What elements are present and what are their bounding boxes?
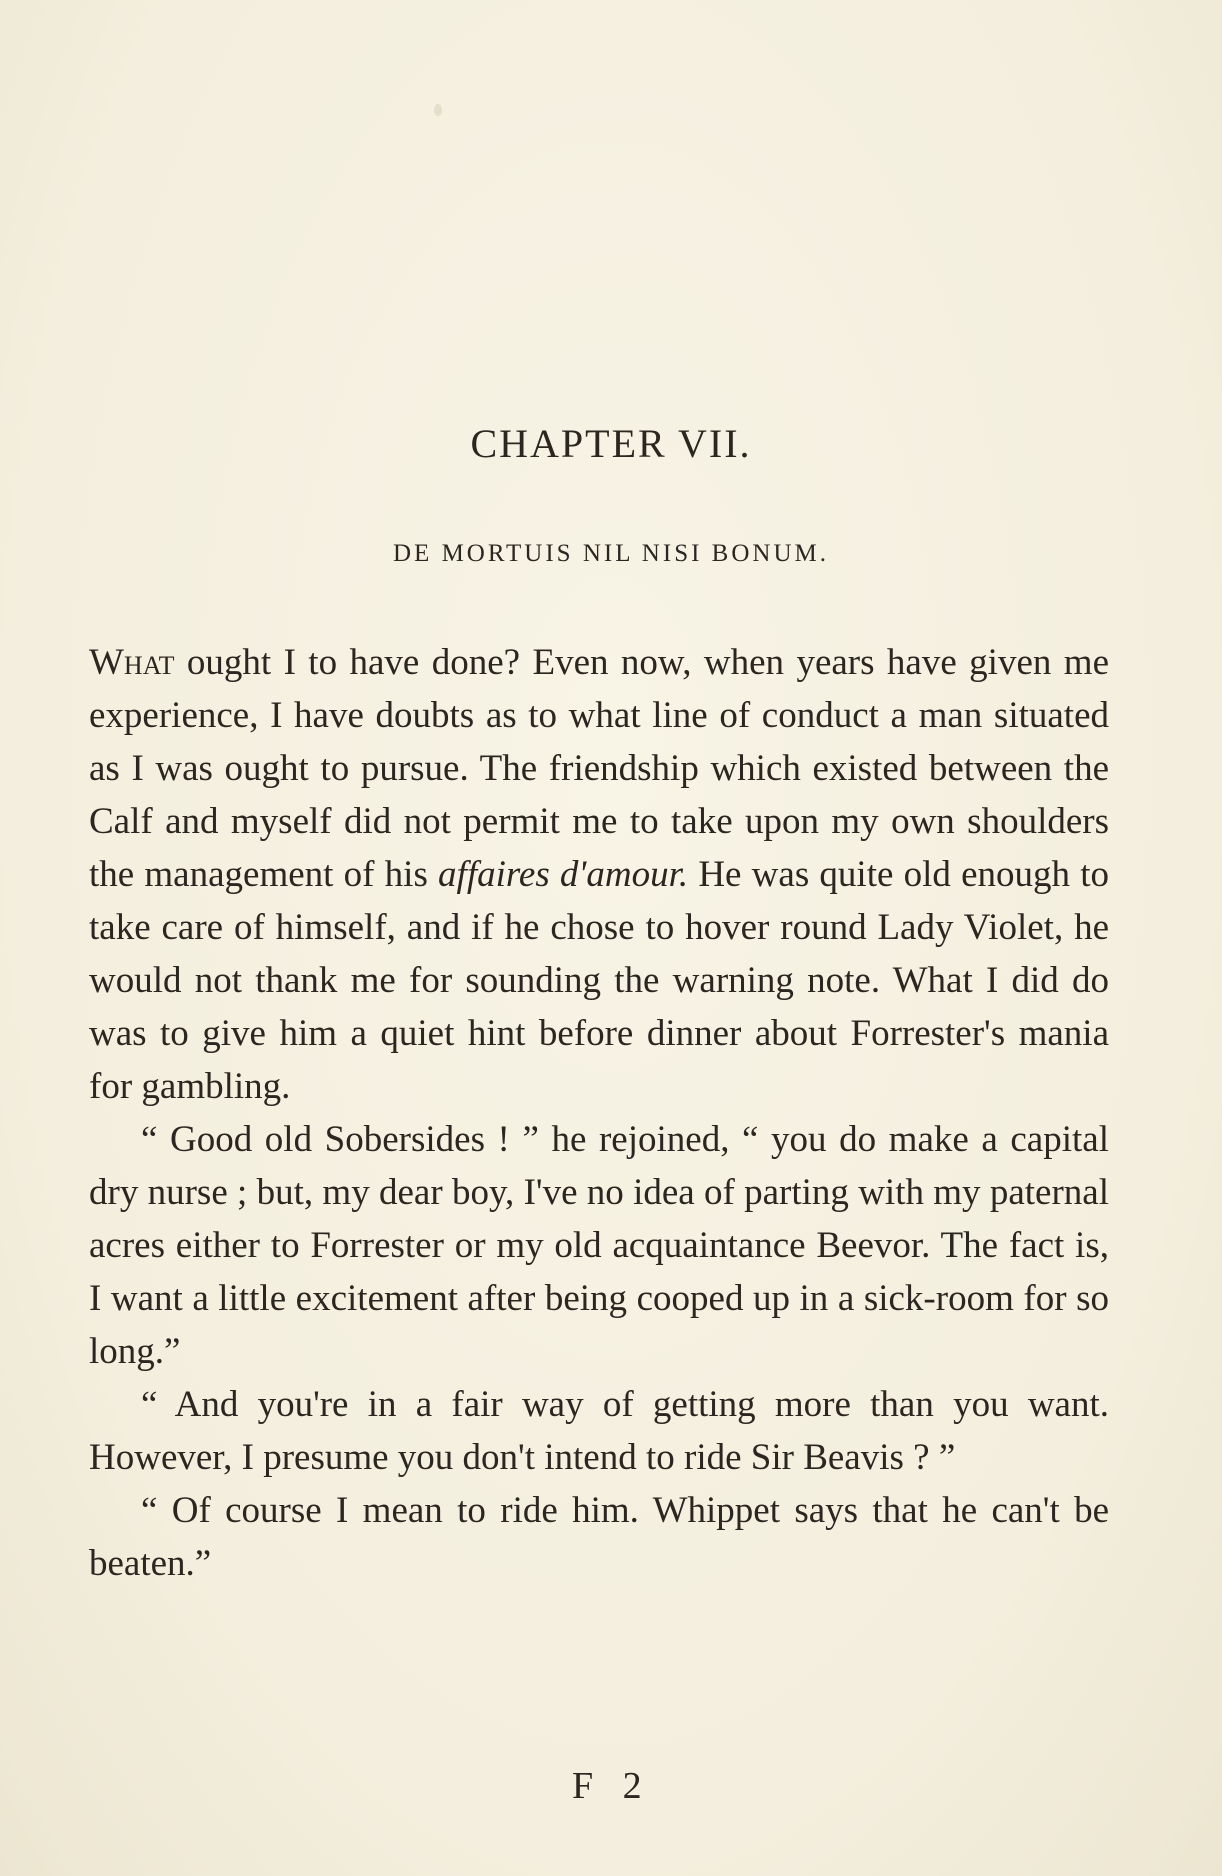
- paragraph-text: ought I to have done? Even now, when years have given me experience, I have doubts as to what line of conduct a man situated as I was ought to pursue. The friendship which existed between the Calf and myself did not permit me to take upon my own shoulders the management of his: [89, 642, 1109, 895]
- chapter-subtitle: DE MORTUIS NIL NISI BONUM.: [393, 540, 829, 567]
- paper-spot: [434, 104, 442, 116]
- paragraph-text: He was quite old enough to take care of himself, and if he chose to hover round Lady Violet, he would not thank me for sounding the warning note. What I did do was to give him a quiet hint before dinner about Forrester's mania for gambling.: [89, 854, 1109, 1107]
- opening-word: What: [89, 642, 175, 683]
- chapter-title: CHAPTER VII.: [470, 421, 752, 466]
- signature-mark: F 2: [572, 1765, 652, 1807]
- italic-phrase: affaires d'amour.: [438, 854, 689, 895]
- paragraph: “ Of course I mean to ride him. Whippet says that he can't be beaten.”: [89, 1490, 1109, 1584]
- paragraph: “ And you're in a fair way of getting more than you want. However, I presume you don't intend to ride Sir Beavis ? ”: [89, 1384, 1109, 1478]
- chapter-body: [89, 636, 1109, 1590]
- paragraph: “ Good old Sobersides ! ” he rejoined, “ you do make a capital dry nurse ; but, my dear boy, I've no idea of parting with my paternal acres either to Forrester or my old acquaintance Beevor. The fact is, I want a little excitement after being cooped up in a sick-room for so long.”: [89, 1119, 1109, 1372]
- paragraph: [89, 636, 1109, 1113]
